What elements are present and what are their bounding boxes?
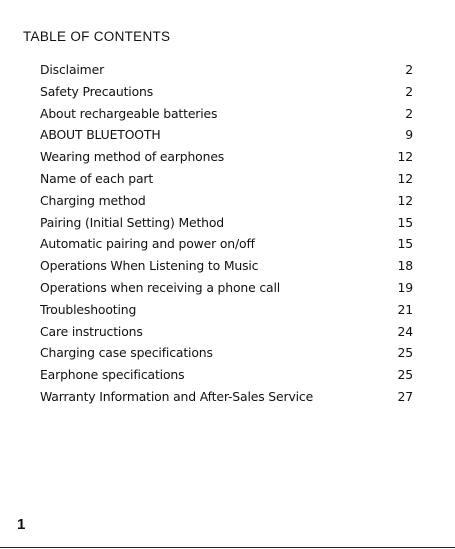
toc-entry[interactable] bbox=[40, 324, 413, 346]
toc-entry[interactable] bbox=[40, 215, 413, 237]
toc-entry-label: Operations When Listening to Music bbox=[40, 258, 259, 274]
toc-entry-label: Charging method bbox=[40, 192, 146, 208]
toc-entry[interactable] bbox=[40, 84, 413, 106]
toc-entry[interactable] bbox=[40, 302, 413, 324]
toc-entry-page: 15 bbox=[397, 214, 413, 230]
toc-entry-page: 18 bbox=[397, 258, 413, 274]
toc-entry[interactable] bbox=[40, 106, 413, 128]
toc-entry-label: Earphone specifications bbox=[40, 367, 185, 383]
toc-entry-label: Warranty Information and After-Sales Service bbox=[40, 388, 314, 404]
toc-entry-page: 25 bbox=[397, 345, 413, 361]
toc-entry-page: 12 bbox=[397, 192, 413, 208]
toc-entry-label: Safety Precautions bbox=[40, 83, 154, 99]
toc-entry-label: Name of each part bbox=[40, 170, 154, 186]
page-number: 1 bbox=[17, 516, 26, 533]
toc-entry-label: Pairing (Initial Setting) Method bbox=[40, 214, 225, 230]
toc-entry-page: 27 bbox=[397, 388, 413, 404]
toc-list bbox=[40, 62, 413, 411]
toc-entry-page: 24 bbox=[397, 323, 413, 339]
toc-entry-label: ABOUT BLUETOOTH bbox=[40, 127, 161, 143]
toc-entry[interactable] bbox=[40, 389, 413, 411]
toc-entry-page: 2 bbox=[405, 105, 413, 121]
toc-entry-page: 2 bbox=[405, 62, 413, 77]
toc-entry[interactable] bbox=[40, 258, 413, 280]
toc-entry[interactable] bbox=[40, 149, 413, 171]
toc-entry-label: Care instructions bbox=[40, 323, 143, 339]
toc-entry-page: 25 bbox=[397, 367, 413, 383]
toc-entry[interactable] bbox=[40, 171, 413, 193]
toc-entry-label: Wearing method of earphones bbox=[40, 149, 225, 165]
toc-entry-label: Troubleshooting bbox=[40, 301, 137, 317]
bottom-divider bbox=[0, 547, 455, 548]
toc-entry[interactable] bbox=[40, 236, 413, 258]
toc-entry-page: 9 bbox=[405, 127, 413, 143]
toc-entry[interactable] bbox=[40, 345, 413, 367]
toc-entry[interactable] bbox=[40, 193, 413, 215]
toc-entry-page: 19 bbox=[397, 279, 413, 295]
toc-entry-label: Operations when receiving a phone call bbox=[40, 279, 281, 295]
toc-entry[interactable] bbox=[40, 127, 413, 149]
toc-entry[interactable] bbox=[40, 367, 413, 389]
toc-entry-label: Automatic pairing and power on/off bbox=[40, 236, 255, 252]
toc-entry-page: 15 bbox=[397, 236, 413, 252]
toc-entry-label: About rechargeable batteries bbox=[40, 105, 218, 121]
toc-entry-page: 21 bbox=[397, 301, 413, 317]
toc-entry[interactable] bbox=[40, 280, 413, 302]
page-title: TABLE OF CONTENTS bbox=[23, 29, 171, 44]
toc-entry-label: Disclaimer bbox=[40, 62, 105, 77]
toc-entry-page: 2 bbox=[405, 83, 413, 99]
toc-entry-label: Charging case specifications bbox=[40, 345, 213, 361]
toc-entry[interactable] bbox=[40, 62, 413, 84]
toc-entry-page: 12 bbox=[397, 170, 413, 186]
toc-entry-page: 12 bbox=[397, 149, 413, 165]
